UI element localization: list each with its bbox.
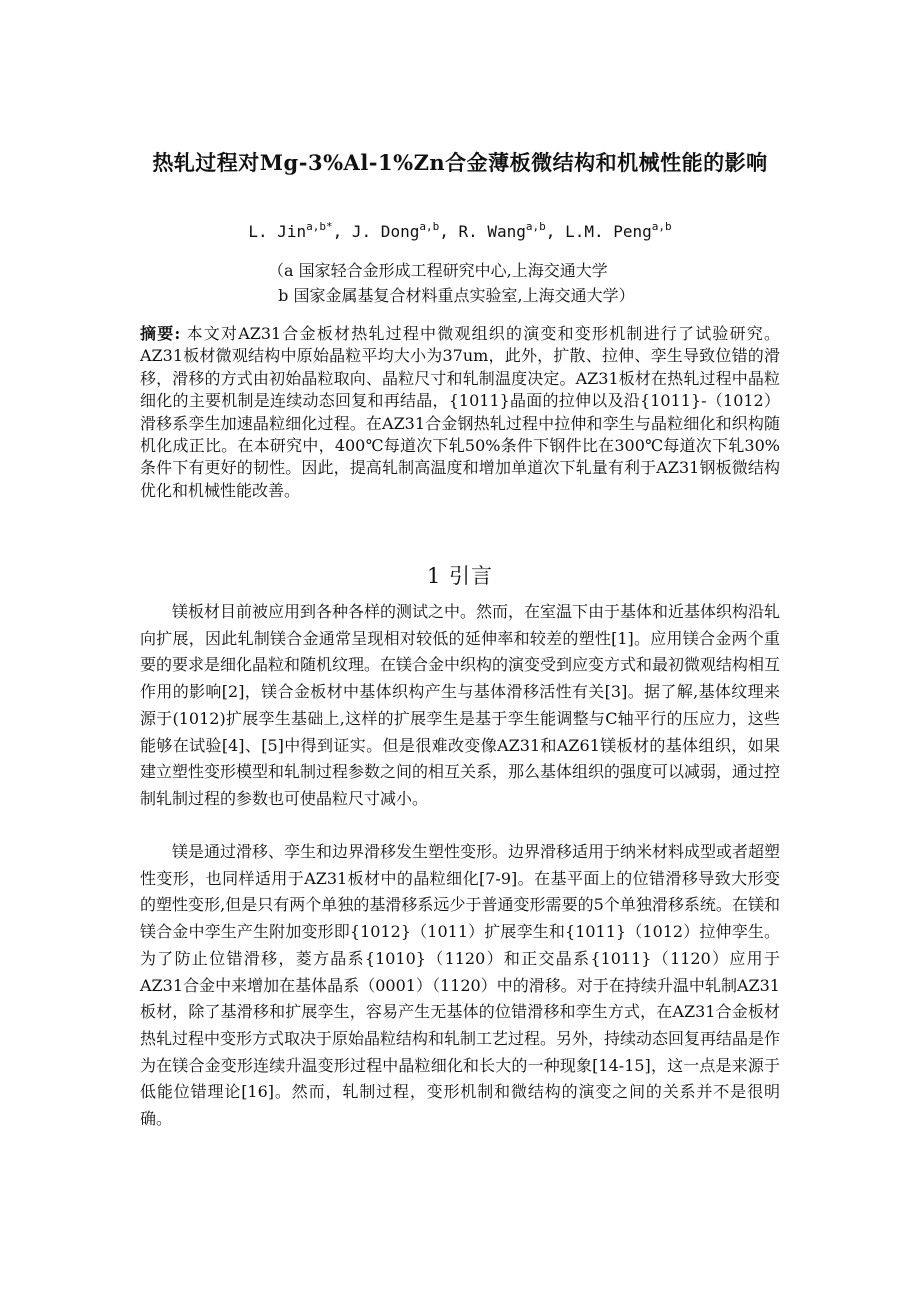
author-name: L.M. Peng [565, 222, 652, 241]
paragraph: 镁板材目前被应用到各种各样的测试之中。然而，在室温下由于基体和近基体织构沿轧向扩展，因此轧制镁合金通常呈现相对较低的延伸率和较差的塑性[1]。应用镁合金两个重要的要求是细化晶粒和随机纹理。在镁合金中织构的演变受到应变方式和最初微观结构相互作用的影响[2]，镁合金板材中基体织构产生与基体滑移活性有关[3]。据了解,基体纹理来源于(1012)扩展孪生基础上,这样的扩展孪生是基于孪生能调整与C轴平行的压应力，这些能够在试验[4]、[5]中得到证实。但是很难改变像AZ31和AZ61镁板材的基体组织，如果建立塑性变形模型和轧制过程参数之间的相互关系，那么基体组织的强度可以减弱，通过控制轧制过程的参数也可使晶粒尺寸减小。 [140, 602, 781, 808]
affiliation-a: （a 国家轻合金形成工程研究中心,上海交通大学 [268, 261, 608, 280]
affiliation-b: b 国家金属基复合材料重点实验室,上海交通大学） [268, 286, 635, 305]
author-superscript: a,b [525, 220, 546, 233]
abstract-label: 摘要: [140, 324, 181, 343]
author-separator: , [545, 222, 566, 241]
author-name: L. Jin [248, 222, 307, 241]
author-line [0, 222, 920, 241]
author-separator: , [439, 222, 459, 241]
abstract [140, 323, 780, 502]
section-heading: 1 引言 [426, 564, 494, 588]
paragraph: 镁是通过滑移、孪生和边界滑移发生塑性变形。边界滑移适用于纳米材料成型或者超塑性变形，也同样适用于AZ31板材中的晶粒细化[7-9]。在基平面上的位错滑移导致大形变的塑性变形,但是只有两个单独的基滑移系远少于普通变形需要的5个单独滑移系统。在镁和镁合金中孪生产生附加变形即{1012}（1011）扩展孪生和{1011}（1012）拉伸孪生。为了防止位错滑移，菱方晶系{1010}（1120）和正交晶系{1011}（1120）应用于AZ31合金中来增加在基体晶系（0001）（1120）中的滑移。对于在持续升温中轧制AZ31板材，除了基滑移和扩展孪生，容易产生无基体的位错滑移和孪生方式，在AZ31合金板材热轧过程中变形方式取决于原始晶粒结构和轧制工艺过程。另外，持续动态回复再结晶是作为在镁合金变形连续升温变形过程中晶粒细化和长大的一种现象[14-15]，这一点是来源于低能位错理论[16]。然而，轧制过程，变形机制和微结构的演变之间的关系并不是很明确。 [140, 842, 781, 1129]
author-superscript: a,b [651, 220, 672, 233]
paper-title: 热轧过程对Mg-3%Al-1%Zn合金薄板微结构和机械性能的影响 [152, 150, 768, 175]
author-superscript: a,b [419, 220, 440, 233]
author-name: R. Wang [458, 222, 526, 241]
author-separator: , [332, 222, 352, 241]
abstract-text: 本文对AZ31合金板材热轧过程中微观组织的演变和变形机制进行了试验研究。AZ31板材微观结构中原始晶粒平均大小为37um，此外，扩散、拉伸、孪生导致位错的滑移，滑移的方式由初始晶粒取向、晶粒尺寸和轧制温度决定。AZ31板材在热轧过程中晶粒细化的主要机制是连续动态回复和再结晶，{1011}晶面的拉伸以及沿{1011}-（1012）滑移系孪生加速晶粒细化过程。在AZ31合金钢热轧过程中拉伸和孪生与晶粒细化和织构随机化成正比。在本研究中，400℃每道次下轧50%条件下钢件比在300℃每道次下轧30%条件下有更好的韧性。因此，提高轧制高温度和增加单道次下轧量有利于AZ31钢板微结构优化和机械性能改善。 [140, 324, 780, 500]
author-name: J. Dong [351, 222, 420, 241]
author-superscript: a,b* [306, 220, 333, 233]
